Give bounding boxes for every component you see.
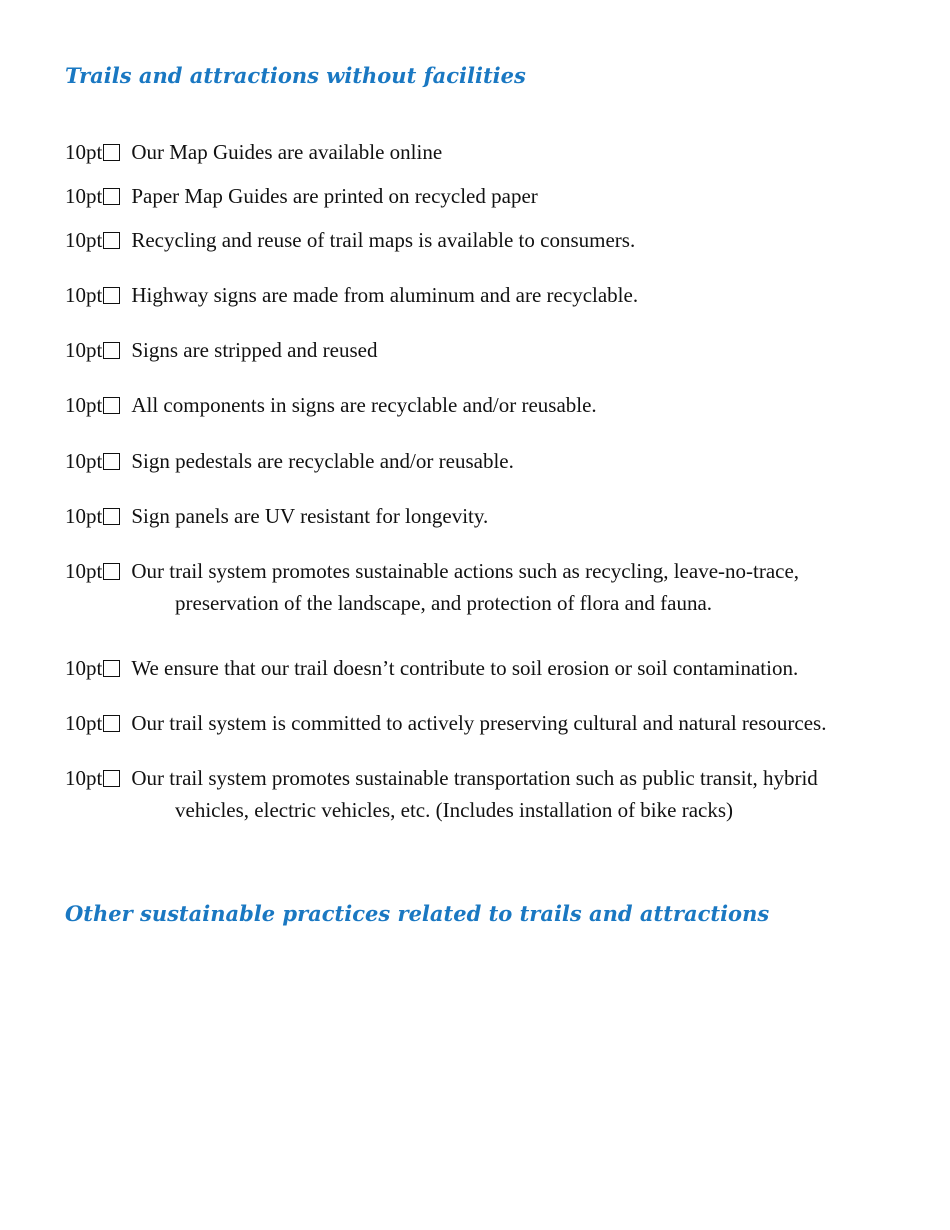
checklist-item-text: We ensure that our trail doesn’t contribute to soil erosion or soil contamination. [131,656,799,680]
checkbox[interactable] [103,770,120,787]
checklist-item-map-guides-online [65,136,925,168]
checklist-item-text: All components in signs are recyclable and/or reusable. [131,393,597,417]
checklist-item-recycled-paper [65,180,925,212]
checkbox[interactable] [103,453,120,470]
checklist-item-text: Highway signs are made from aluminum and are recyclable. [131,283,639,307]
checkbox-prefix: 10pt [65,393,103,417]
checklist-item-continuation: vehicles, electric vehicles, etc. (Includes installation of bike racks) [175,798,734,822]
checklist-item-text: Sign panels are UV resistant for longevity. [131,504,489,528]
checklist-item-text: Our Map Guides are available online [131,140,443,164]
checkbox[interactable] [103,508,120,525]
checkbox-prefix: 10pt [65,656,103,680]
checkbox-prefix: 10pt [65,283,103,307]
checkbox-prefix: 10pt [65,449,103,473]
checklist-item-text: Sign pedestals are recyclable and/or reusable. [131,449,514,473]
checklist-item-signs-reused [65,334,925,366]
checkbox[interactable] [103,715,120,732]
checkbox-prefix: 10pt [65,140,103,164]
checkbox-prefix: 10pt [65,228,103,252]
checklist-item-text: Signs are stripped and reused [131,338,378,362]
checklist-item-text: Our trail system is committed to actively preserving cultural and natural resources. [131,711,827,735]
checklist-item-map-recycling [65,224,925,256]
checkbox-prefix: 10pt [65,766,103,790]
checklist-item-aluminum-signs [65,279,925,311]
checklist-item-text: Recycling and reuse of trail maps is available to consumers. [131,228,636,252]
checkbox-prefix: 10pt [65,338,103,362]
checkbox[interactable] [103,660,120,677]
section-heading-other-practices: Other sustainable practices related to trails and attractions [65,901,770,926]
checkbox[interactable] [103,397,120,414]
checklist-item-sign-panels-uv [65,500,925,532]
checkbox[interactable] [103,188,120,205]
checklist-item-continuation: preservation of the landscape, and protection of flora and fauna. [175,591,713,615]
checklist-item-text: Our trail system promotes sustainable transportation such as public transit, hybrid [131,766,818,790]
checkbox-prefix: 10pt [65,711,103,735]
checkbox[interactable] [103,232,120,249]
section-heading-trails: Trails and attractions without facilities [65,63,526,88]
checklist-item-text: Paper Map Guides are printed on recycled paper [131,184,538,208]
checkbox-prefix: 10pt [65,184,103,208]
checklist-item-text: Our trail system promotes sustainable actions such as recycling, leave-no-trace, [131,559,800,583]
checkbox[interactable] [103,563,120,580]
checklist-item-sign-components [65,389,925,421]
checkbox-prefix: 10pt [65,504,103,528]
checkbox[interactable] [103,144,120,161]
checkbox[interactable] [103,287,120,304]
checklist-item-sustainable-actions [65,555,925,619]
checkbox[interactable] [103,342,120,359]
checkbox-prefix: 10pt [65,559,103,583]
checklist-item-preserving-resources [65,707,925,739]
checklist-item-sustainable-transportation [65,762,925,826]
checklist-item-soil-erosion [65,652,925,684]
checklist-item-sign-pedestals [65,445,925,477]
